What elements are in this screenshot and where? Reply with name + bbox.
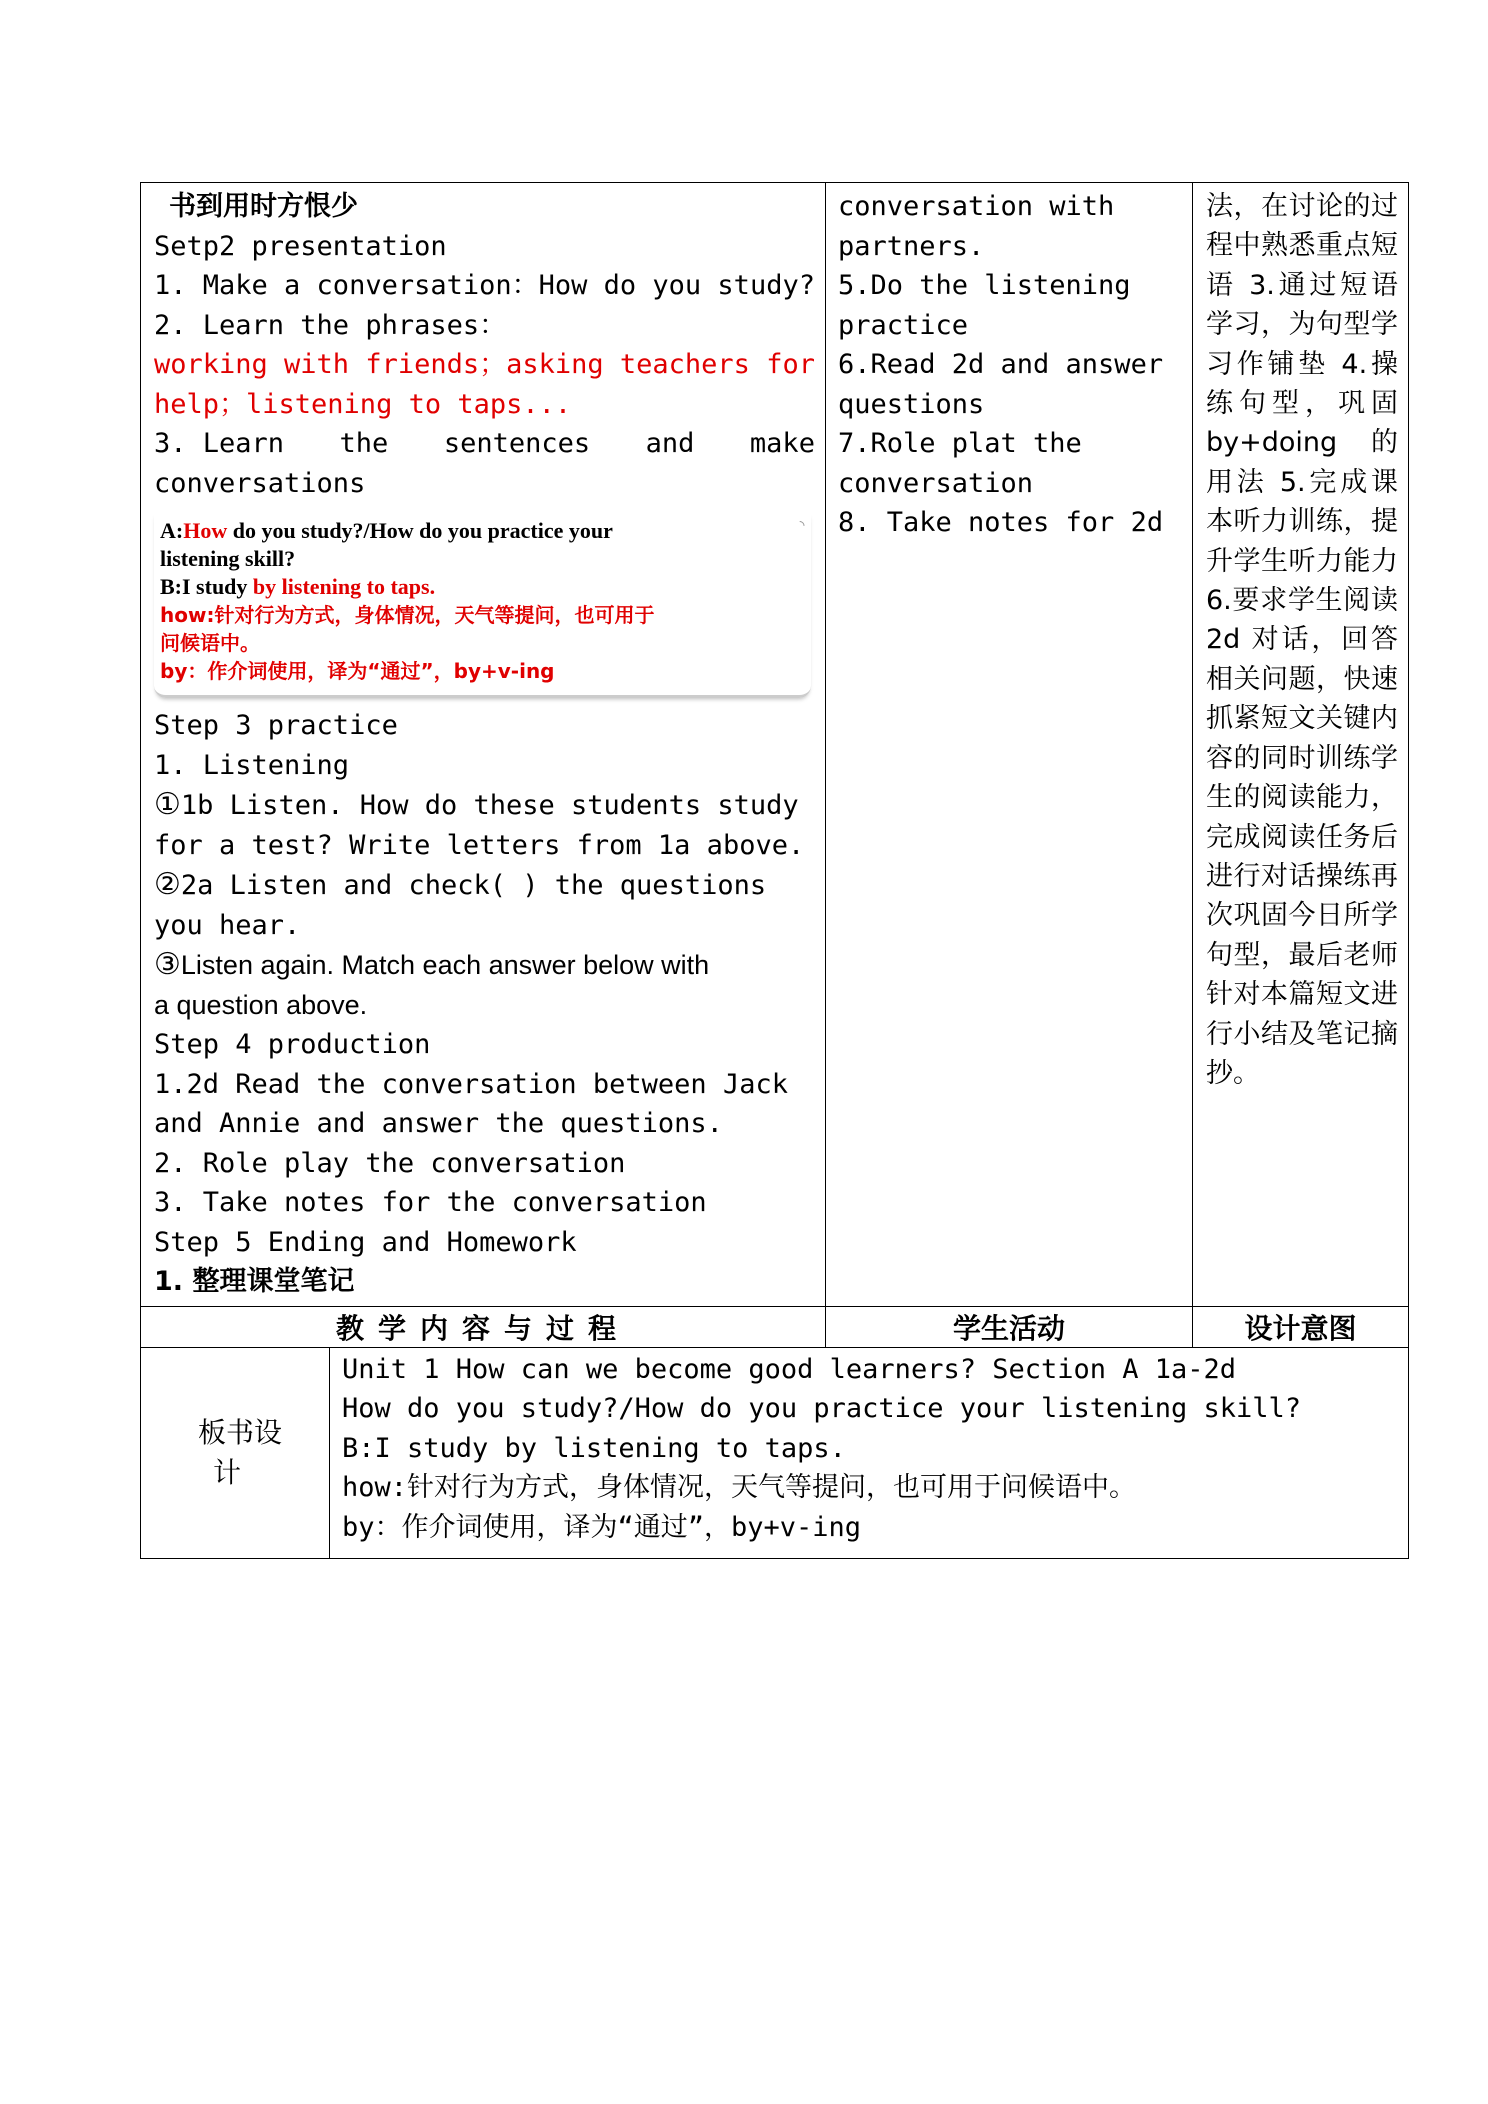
board-label-line-2: 计 [213, 1455, 242, 1489]
activity-line: conversation [837, 467, 1034, 499]
lesson-plan-table [140, 182, 1409, 1559]
step2-item-1: 1. Make a conversation：How do you study? [154, 270, 815, 301]
board-design-table [141, 1348, 1408, 1558]
step2-item-3-cont: conversations [154, 467, 366, 499]
board-content-cell [330, 1348, 1408, 1558]
listening-item-1-cont: for a test? Write letters from 1a above. [154, 829, 805, 861]
board-label-cell [141, 1348, 330, 1558]
board-line: B:I study by listening to taps. [342, 1432, 846, 1464]
corner-mark: ◝ [797, 515, 807, 534]
production-item-2: 2. Role play the conversation [154, 1147, 626, 1179]
activity-line: practice [837, 309, 969, 341]
board-line: how:针对行为方式，身体情况，天气等提问，也可用于问候语中。 [342, 1472, 1137, 1503]
note-line-a2: listening skill? [160, 546, 296, 571]
production-item-3: 3. Take notes for the conversation [154, 1187, 707, 1218]
word: and [645, 428, 695, 459]
board-line: Unit 1 How can we become good learners? Section A 1a-2d [342, 1353, 1237, 1385]
step3-heading: Step 3 practice [154, 710, 398, 741]
phrases-line-1: working with friends；asking teachers for [154, 349, 815, 380]
content-row [141, 183, 1409, 1307]
note-line-how-2: 问候语中。 [160, 631, 260, 655]
teaching-content-cell [141, 183, 826, 1307]
step5-heading: Step 5 Ending and Homework [154, 1226, 577, 1258]
listening-item-3: ③Listen again. Match each answer below with [154, 947, 710, 982]
header-student-activity: 学生活动 [825, 1306, 1192, 1347]
word: make [749, 428, 815, 459]
step2-item-3 [154, 424, 815, 464]
word: 3. Learn [154, 428, 285, 459]
board-label-line-1: 板书设 [197, 1415, 282, 1449]
note-line-a: A:How do you study?/How do you practice your [160, 518, 613, 543]
listening-item-2-cont: you hear. [154, 909, 301, 941]
note-line-how: how:针对行为方式，身体情况，天气等提问，也可用于 [160, 603, 655, 627]
grammar-note-box [154, 513, 811, 698]
proverb-line: 书到用时方恨少 [169, 191, 358, 222]
board-line: by：作介词使用，译为“通过”，by+v-ing [342, 1511, 862, 1543]
listening-heading: 1. Listening [154, 749, 350, 781]
listening-item-1: ①1b Listen. How do these students study [154, 787, 799, 822]
activity-line: 8. Take notes for 2d [837, 507, 1164, 538]
note-line-by: by：作介词使用，译为“通过”，by+v-ing [160, 659, 555, 683]
activity-line: partners. [837, 230, 985, 262]
phrases-line-2: help；listening to taps... [154, 388, 572, 420]
header-teaching-content: 教学内容与过程 [141, 1306, 826, 1347]
note-line-b: B:I study by listening to taps. [160, 574, 436, 599]
listening-item-2: ②2a Listen and check( ) the questions [154, 867, 767, 902]
word: sentences [443, 428, 591, 459]
homework-item-1: 1. 整理课堂笔记 [154, 1266, 355, 1297]
production-item-1: 1.2d Read the conversation between Jack [154, 1068, 788, 1100]
production-item-1-cont: and Annie and answer the questions. [154, 1108, 723, 1139]
activity-line: conversation with [837, 191, 1115, 222]
student-activity-cell [825, 183, 1192, 1307]
header-design-intent: 设计意图 [1192, 1306, 1408, 1347]
step2-heading: Setp2 presentation [154, 230, 447, 262]
word: the [339, 428, 389, 459]
listening-item-3-cont: a question above. [154, 989, 368, 1020]
activity-line: 5.Do the listening [837, 270, 1131, 301]
board-line: How do you study?/How do you practice your listening skill? [342, 1393, 1302, 1424]
activity-line: 7.Role plat the [837, 428, 1082, 459]
step4-heading: Step 4 production [154, 1029, 431, 1060]
column-header-row [141, 1306, 1409, 1347]
design-intent-cell [1192, 183, 1408, 1307]
board-design-cell [141, 1347, 1409, 1558]
activity-line: questions [837, 388, 985, 420]
activity-line: 6.Read 2d and answer [837, 349, 1164, 380]
board-design-row [141, 1347, 1409, 1558]
design-intent-text: 法，在讨论的过程中熟悉重点短语 3.通过短语学习，为句型学习作铺垫 4.操练句型，巩固 by+doing 的用法 5.完成课本听力训练，提升学生听力能力 6.要求学生阅读 2d 对话，回答相关问题，快速抓紧短文关键内容的同时训练学生的阅读能力，完成阅读任务后进行对话操练再次巩固今日所学句型，最后老师针对本篇短文进行小结及笔记摘抄。 [1205, 191, 1398, 1089]
step2-item-2: 2. Learn the phrases： [154, 309, 507, 341]
